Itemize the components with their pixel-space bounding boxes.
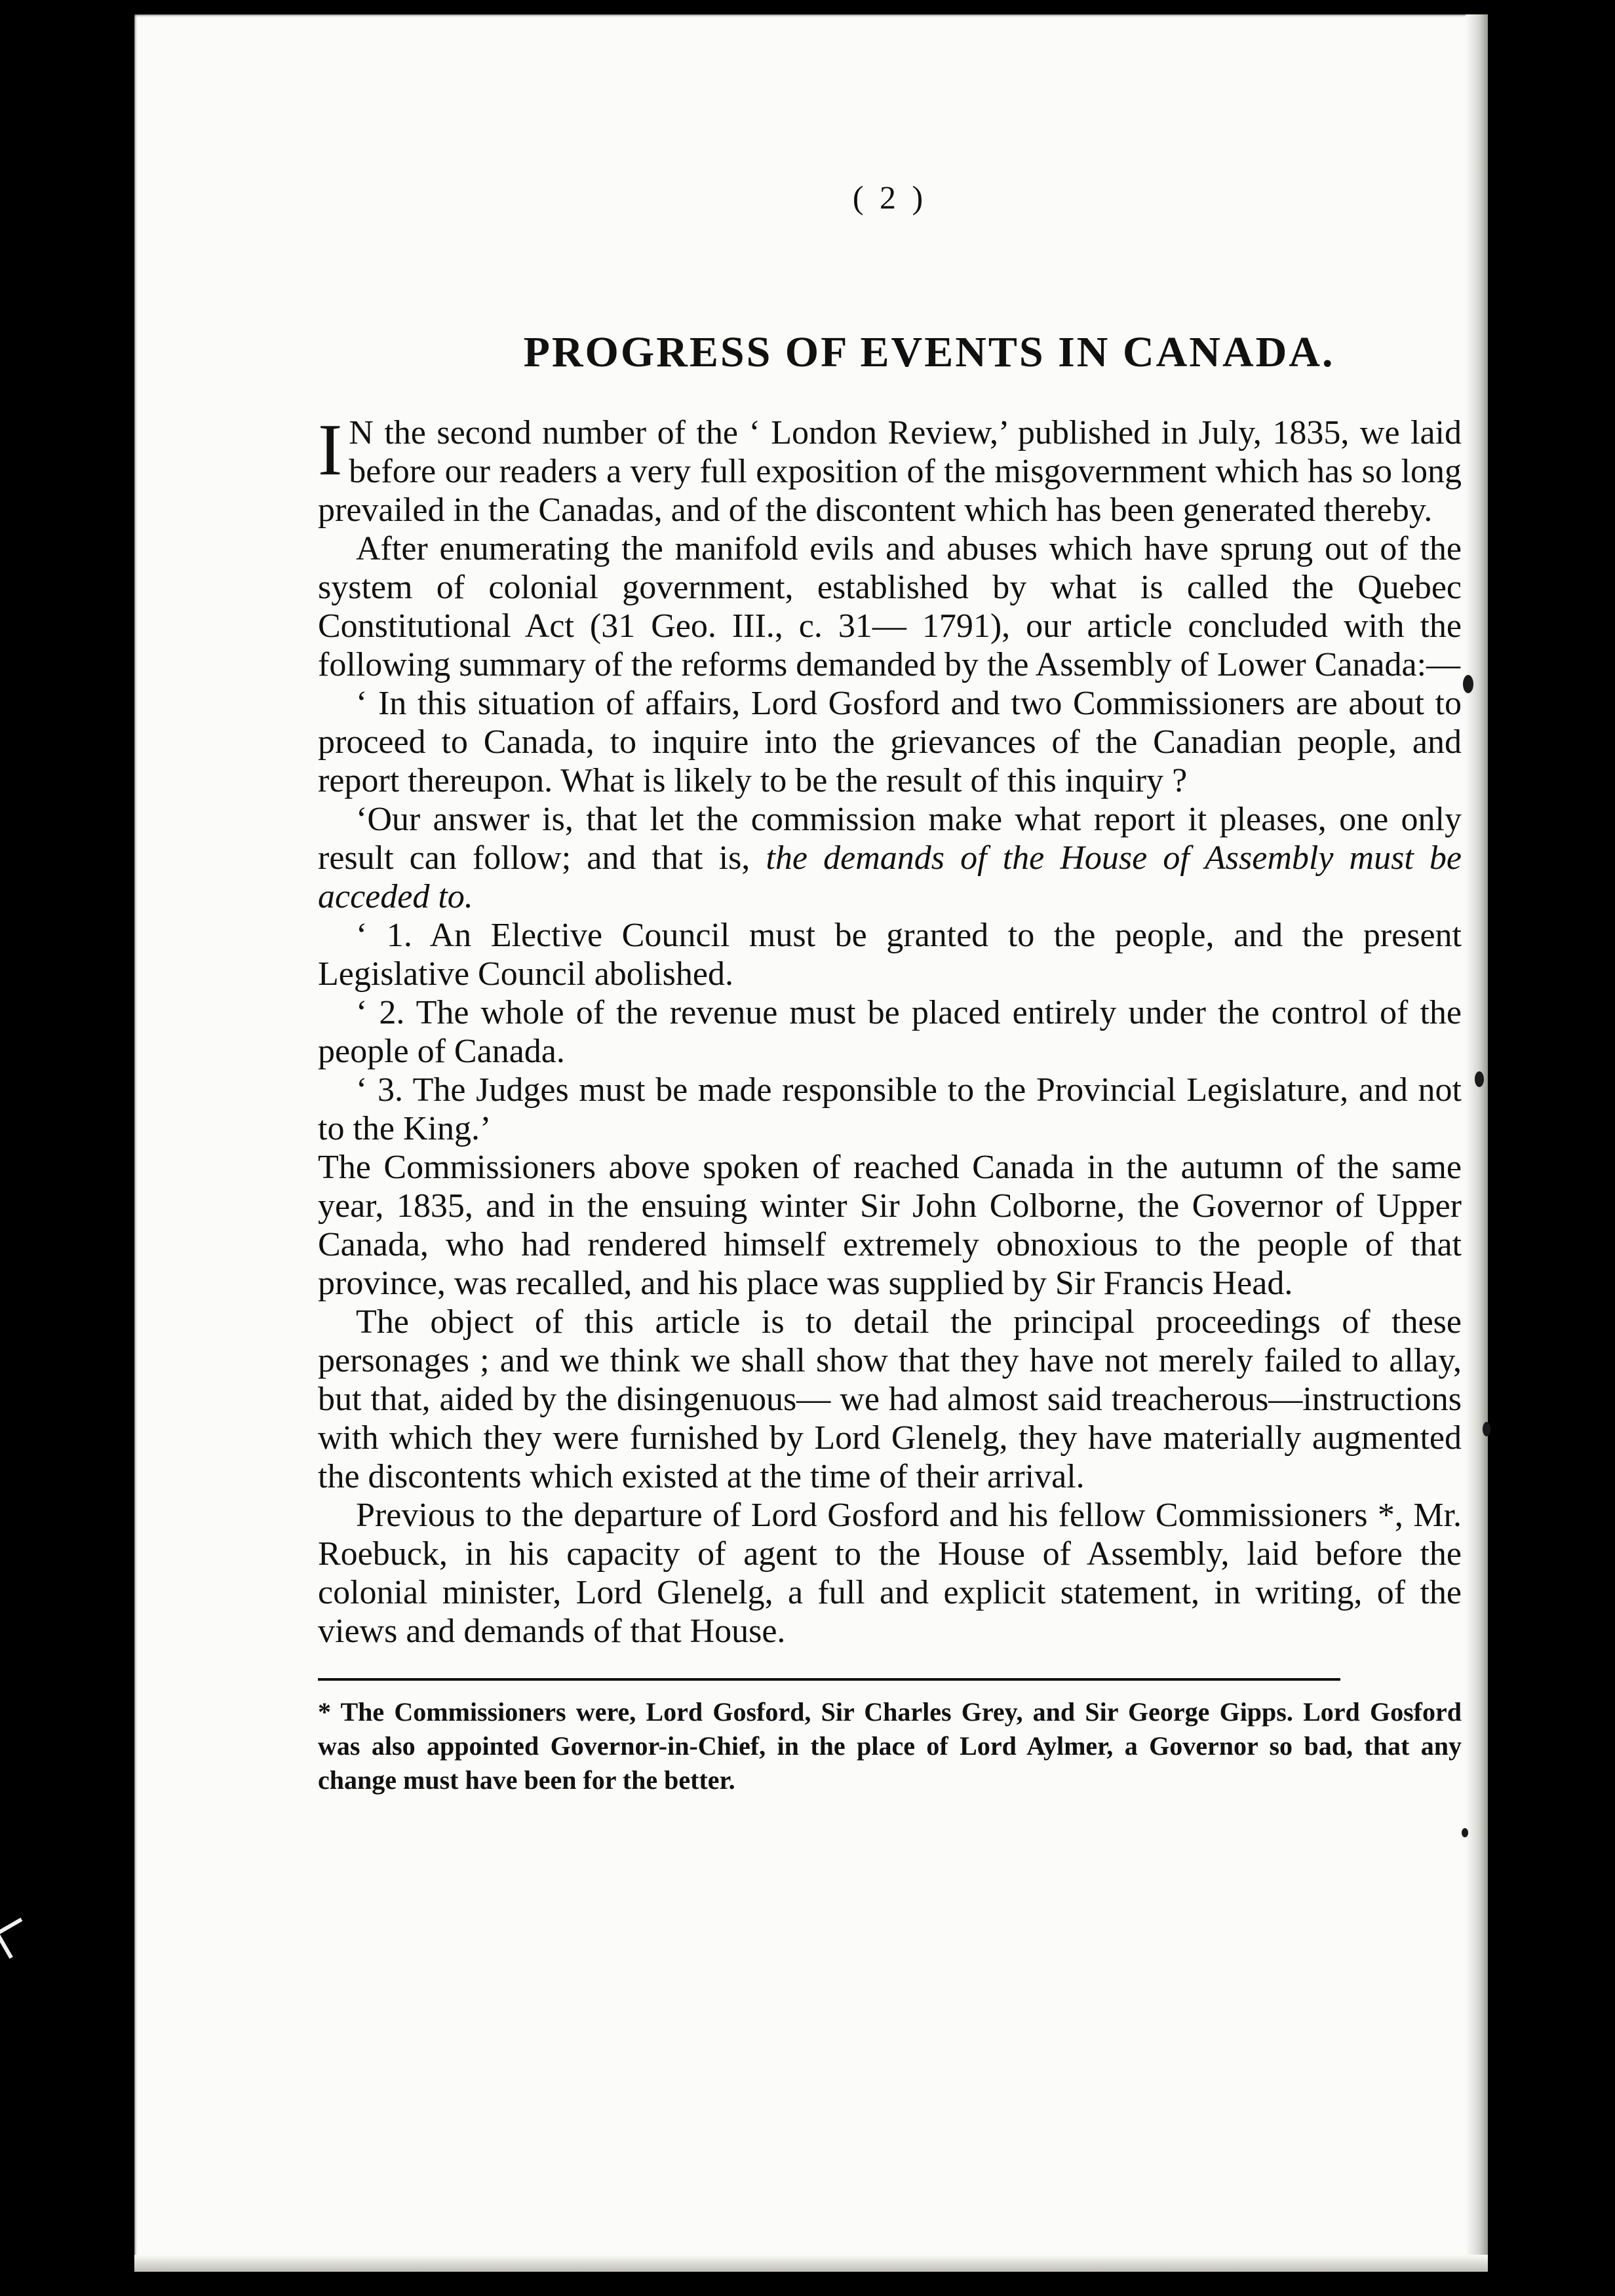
page-content [318, 178, 1462, 1797]
paragraph-object: The object of this article is to detail the principal proceedings of these personages ; and we think we shall show that they have not merely failed to allay, but that, aided by the disingenuous— we had almost said treacherous—instructions with which they were furnished by Lord Glenelg, they have materially augmented the discontents which existed at the time of their arrival. [318, 1303, 1462, 1495]
scan-speck [1463, 675, 1473, 693]
paragraph-commissioners: The Commissioners above spoken of reached Canada in the autumn of the same year, 1835, and in the ensuing winter Sir John Colborne, the Governor of Upper Canada, who had rendered himself extremely obnoxious to the people of that province, was recalled, and his place was supplied by Sir Francis Head. [318, 1149, 1462, 1302]
scan-speck [1483, 1422, 1490, 1436]
paragraph-previous: Previous to the departure of Lord Gosford and his fellow Commissioners *, Mr. Roebuck, in his capacity of agent to the House of Assembly, laid before the colonial minister, Lord Glenelg, a full and explicit statement, in writing, of the views and demands of that House. [318, 1497, 1462, 1650]
scan-speck [1475, 1071, 1484, 1087]
footnote-rule [318, 1678, 1340, 1681]
quote-paragraph-2 [318, 800, 1462, 916]
paragraph-1 [318, 410, 1462, 529]
article-heading: PROGRESS OF EVENTS IN CANADA. [523, 328, 1335, 376]
quote-paragraph-1: ‘ In this situation of affairs, Lord Gosford and two Commissioners are about to proceed to Canada, to inquire into the grievances of the Canadian people, and report thereupon. What is likely to be the result of this inquiry ? [318, 685, 1462, 799]
page-bottom-shadow [134, 2255, 1488, 2272]
demand-1: ‘ 1. An Elective Council must be granted to the people, and the present Legislative Council abolished. [318, 917, 1462, 993]
scan-artifact [0, 1918, 35, 1959]
demand-2: ‘ 2. The whole of the revenue must be placed entirely under the control of the people of Canada. [318, 994, 1462, 1070]
document-page [134, 14, 1488, 2272]
paragraph-1-text: N the second number of the ‘ London Review,’ published in July, 1835, we laid before our readers a very full exposition of the misgovernment which has so long prevailed in the Canadas, and of the discontent which has been generated thereby. [318, 414, 1462, 529]
footnote: * The Commissioners were, Lord Gosford, Sir Charles Grey, and Sir George Gipps. Lord Gosford was also appointed Governor-in-Chief, in the place of Lord Aylmer, a Governor so bad, that any change must have been for the better. [318, 1697, 1462, 1795]
demand-3: ‘ 3. The Judges must be made responsible to the Provincial Legislature, and not to the King.’ [318, 1071, 1462, 1147]
page-edge-shadow [1466, 14, 1488, 2272]
drop-cap: I [318, 410, 343, 491]
quote-paragraph-2-italic: the demands of the House of Assembly must be acceded to. [318, 839, 1462, 915]
quote-paragraph-2-text: ‘Our answer is, that let the commission make what report it pleases, one only result can follow; and that is, [318, 801, 1462, 877]
paragraph-2: After enumerating the manifold evils and abuses which have sprung out of the system of colonial government, established by what is called the Quebec Constitutional Act (31 Geo. III., c. 31— 1791), our article concluded with the following summary of the reforms demanded by the Assembly of Lower Canada:— [318, 530, 1462, 683]
page-number: ( 2 ) [852, 179, 927, 216]
scan-speck [1462, 1828, 1468, 1837]
